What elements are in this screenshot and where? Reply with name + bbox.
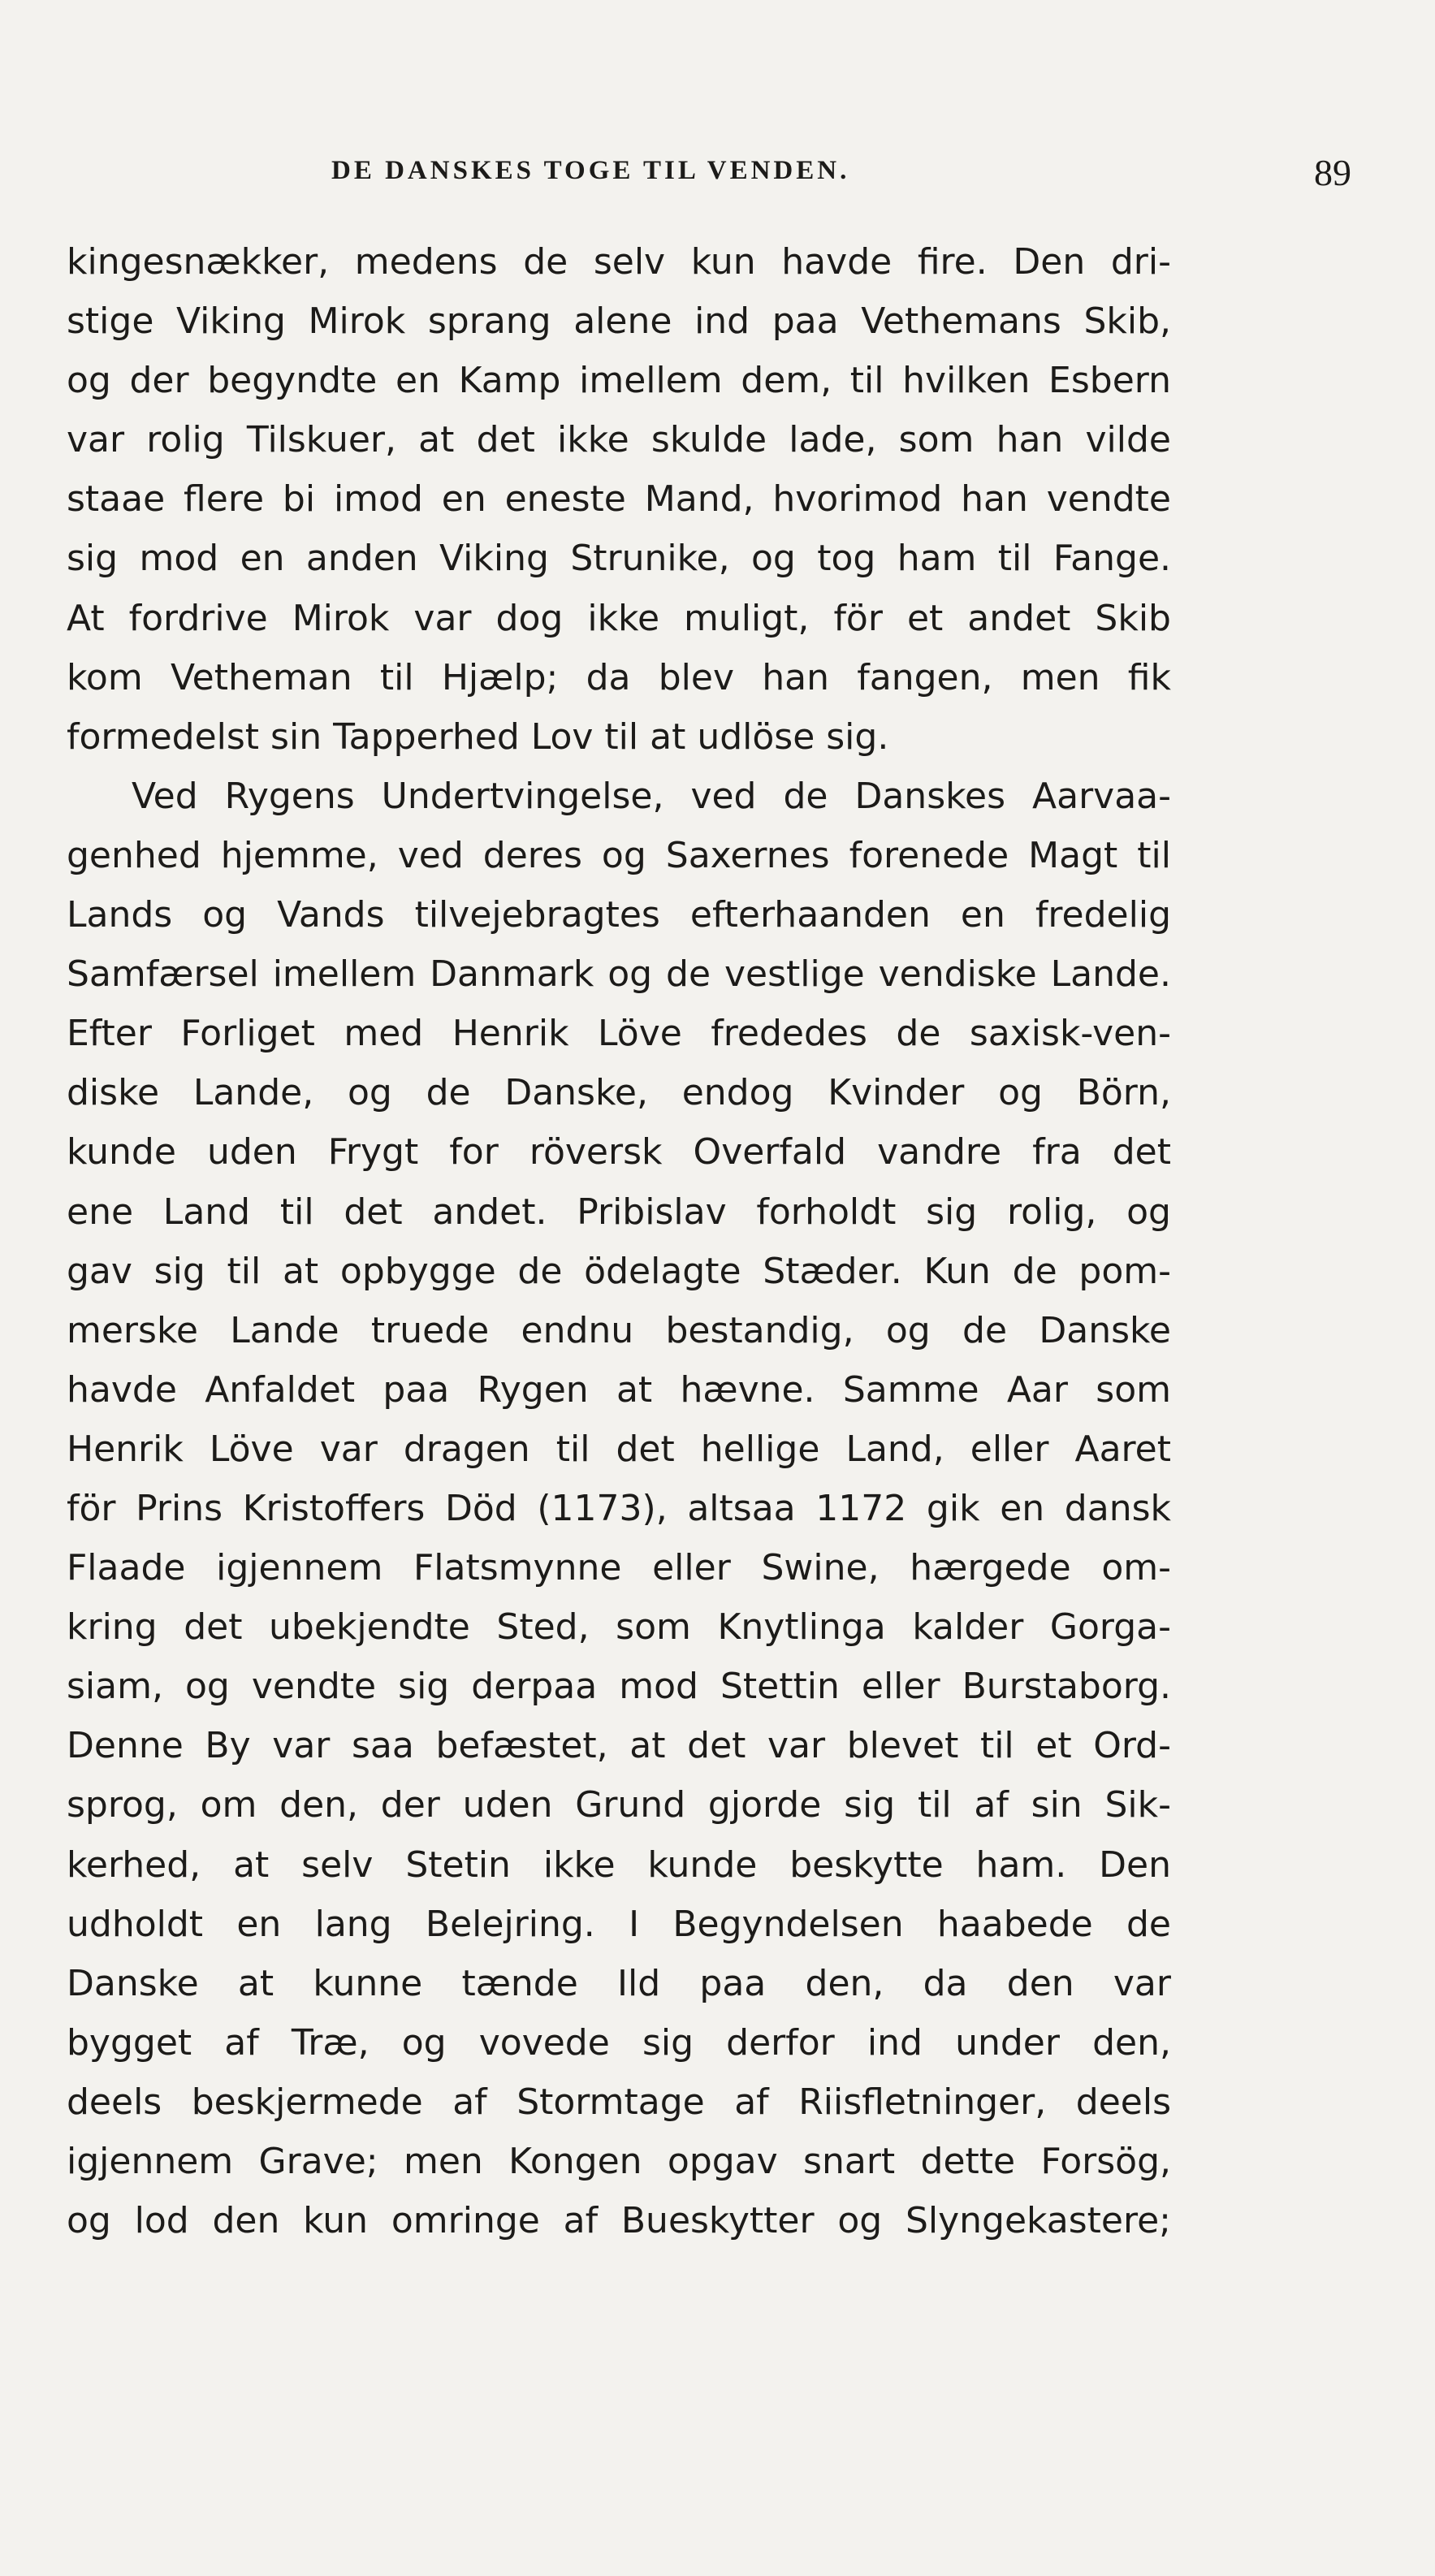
text-line: udholdt en lang Belejring. I Begyndelsen haabede de	[67, 1903, 1171, 1945]
text-line: diske Lande, og de Danske, endog Kvinder og Börn,	[67, 1072, 1171, 1114]
text-line-paragraph-end: formedelst sin Tapperhed Lov til at udlöse sig.	[67, 715, 889, 758]
text-line: ene Land til det andet. Pribislav forholdt sig rolig, og	[67, 1191, 1171, 1233]
text-line: Samfærsel imellem Danmark og de vestlige vendiske Lande.	[67, 953, 1171, 996]
text-line: staae flere bi imod en eneste Mand, hvorimod han vendte	[67, 478, 1171, 521]
text-line: sprog, om den, der uden Grund gjorde sig til af sin Sik-	[67, 1784, 1171, 1826]
text-line: Danske at kunne tænde Ild paa den, da den var	[67, 1962, 1171, 2004]
text-line: deels beskjermede af Stormtage af Riisfletninger, deels	[67, 2081, 1171, 2123]
text-line: gav sig til at opbygge de ödelagte Stæder. Kun de pom-	[67, 1250, 1171, 1292]
text-line: bygget af Træ, og vovede sig derfor ind under den,	[67, 2021, 1171, 2064]
text-line: siam, og vendte sig derpaa mod Stettin eller Burstaborg.	[67, 1666, 1171, 1708]
text-line: og lod den kun omringe af Bueskytter og Slyngekastere;	[67, 2200, 1171, 2242]
body-text	[67, 232, 1171, 2250]
text-line: merske Lande truede endnu bestandig, og de Danske	[67, 1309, 1171, 1351]
text-line: kunde uden Frygt for röversk Overfald vandre fra det	[67, 1131, 1171, 1173]
text-line: kerhed, at selv Stetin ikke kunde beskytte ham. Den	[67, 1843, 1171, 1886]
text-line: igjennem Grave; men Kongen opgav snart dette Forsög,	[67, 2141, 1171, 2182]
running-head	[0, 151, 1435, 200]
text-line: var rolig Tilskuer, at det ikke skulde lade, som han vilde	[67, 419, 1171, 461]
page-number: 89	[1314, 152, 1351, 193]
text-line: Efter Forliget med Henrik Löve frededes de saxisk-ven-	[67, 1013, 1171, 1055]
text-line: Lands og Vands tilvejebragtes efterhaanden en fredelig	[67, 894, 1171, 936]
text-line: för Prins Kristoffers Död (1173), altsaa 1172 gik en dansk	[67, 1487, 1171, 1529]
text-line: kring det ubekjendte Sted, som Knytlinga kalder Gorga-	[67, 1606, 1171, 1649]
text-line: Henrik Löve var dragen til det hellige Land, eller Aaret	[67, 1428, 1171, 1470]
text-line: genhed hjemme, ved deres og Saxernes forenede Magt til	[67, 834, 1171, 876]
running-title: DE DANSKES TOGE TIL VENDEN.	[331, 156, 850, 185]
text-line: kom Vetheman til Hjælp; da blev han fangen, men fik	[67, 656, 1171, 698]
text-line: Flaade igjennem Flatsmynne eller Swine, hærgede om-	[67, 1547, 1171, 1589]
text-line: At fordrive Mirok var dog ikke muligt, för et andet Skib	[67, 597, 1171, 639]
text-line-paragraph-start: Ved Rygens Undertvingelse, ved de Danskes Aarvaa-	[132, 775, 1171, 817]
text-line: kingesnækker, medens de selv kun havde fire. Den dri-	[67, 241, 1171, 283]
text-line: havde Anfaldet paa Rygen at hævne. Samme Aar som	[67, 1368, 1171, 1411]
text-line: sig mod en anden Viking Strunike, og tog ham til Fange.	[67, 538, 1171, 580]
text-line: Denne By var saa befæstet, at det var blevet til et Ord-	[67, 1725, 1171, 1767]
text-line: og der begyndte en Kamp imellem dem, til hvilken Esbern	[67, 360, 1171, 402]
text-line: stige Viking Mirok sprang alene ind paa Vethemans Skib,	[67, 300, 1171, 343]
